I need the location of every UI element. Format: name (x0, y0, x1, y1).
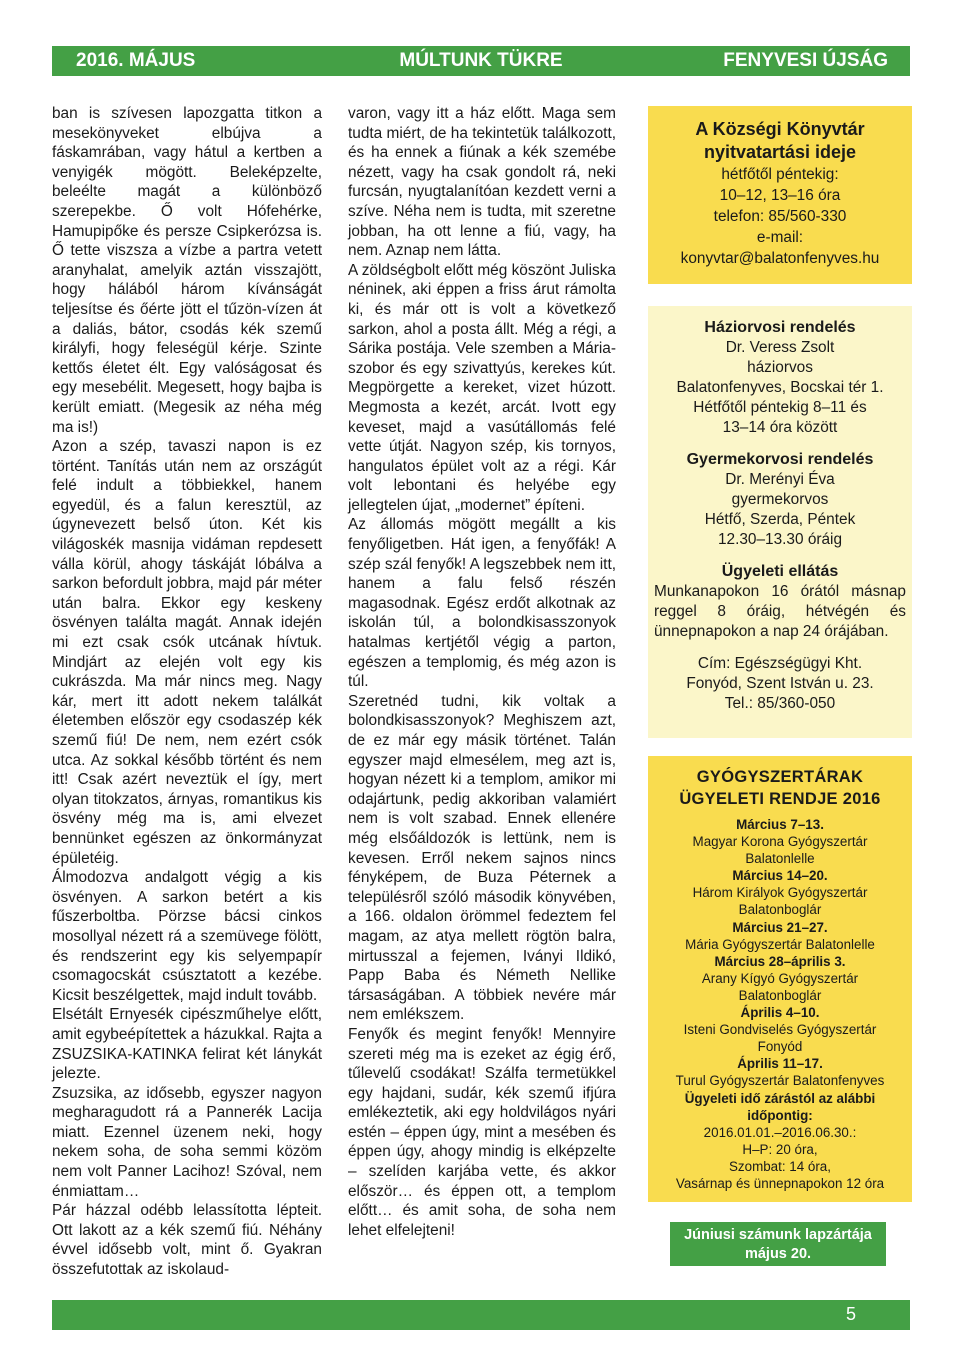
pharmacy-date: Március 21–27. (732, 919, 828, 935)
library-line: hétfőtől péntekig: (721, 166, 839, 183)
pharmacy-name: Arany Kígyó Gyógyszertár (701, 970, 859, 986)
pharmacy-title: GYÓGYSZERTÁRAK (696, 768, 864, 786)
section-title: MÚLTUNK TÜKRE (399, 50, 563, 71)
article-column-1 (52, 104, 322, 1280)
pharmacy-town: Fonyód (757, 1039, 803, 1055)
closing-line: Vasárnap és ünnepnapokon 12 óra (675, 1175, 885, 1191)
pharmacy-date: Március 28–április 3. (714, 953, 846, 969)
gp-line: 13–14 óra között (722, 419, 838, 436)
medical-services-box (648, 306, 912, 738)
page-footer (52, 1300, 910, 1330)
pediatric-line: Dr. Merényi Éva (725, 471, 835, 488)
paragraph: Zsuzsika, az idősebb, egyszer nagyon megharagudott rá a Pannerék Lacija miatt. Ezennel üzenem neki, hogy nekem soha, de soha semmi közöm nem volt Panner Lacihoz! Szóval, nem énmiattam… (52, 1084, 322, 1200)
paragraph: varon, vagy itt a ház előtt. Maga sem tudta miért, de ha tekintetük találkozott, és ha ennek a fiúnak a kék szemébe nézett, vagy ha csak gondolt rá, neki furcsán, nyugtalanítóan kezdett verni a szíve. Néha nem is tudta, mit szeretne jobban, ha ott lenne a fiú, vagy, ha nem. Aznap nem látta. (348, 105, 616, 260)
pharmacy-date: Március 14–20. (732, 868, 828, 884)
pharmacy-town: Balatonlelle (745, 851, 815, 867)
pediatric-title: Gyermekorvosi rendelés (686, 451, 874, 468)
pediatric-line: 12.30–13.30 óráig (717, 531, 843, 548)
pharmacy-name: Három Királyok Gyógyszertár (692, 885, 868, 901)
paragraph: Fenyők és megint fenyők! Mennyire szereti még ma is ezeket az égig érő, tűlevelű csodákat! Szálfa termetükkel egy hajdani, sudár, kék szemű ifjúra emlékeztetik, aki egy holdvilágos nyári estén – éppen úgy, mint a mesében és éppen úgy, ahogy mindig is elképzelte – szelíden karjába vette, és akkor először… és éppen ott, a templom előtt… és amit soha, de soha nem lehet elfelejteni! (348, 1025, 616, 1239)
pediatric-line: gyermekorvos (731, 491, 829, 508)
address-line: Cím: Egészségügyi Kht. (697, 655, 863, 672)
duty-title: Ügyeleti ellátás (721, 563, 839, 580)
deadline-line: Júniusi számunk lapzártája (684, 1227, 872, 1243)
closing-title: Ügyeleti idő zárástól az alábbi időpontig: (684, 1090, 876, 1123)
pharmacy-name: Magyar Korona Gyógyszertár (692, 834, 868, 850)
pharmacy-name: Mária Gyógyszertár Balatonlelle (685, 936, 875, 952)
gp-line: Balatonfenyves, Bocskai tér 1. (676, 379, 884, 396)
gp-line: Dr. Veress Zsolt (725, 339, 835, 356)
library-line: e-mail: (756, 229, 804, 246)
deadline-date: május 20. (744, 1246, 812, 1262)
closing-line: 2016.01.01.–2016.06.30.: (703, 1124, 857, 1140)
address-line: Tel.: 85/360-050 (724, 695, 836, 712)
library-title: A Községi Könyvtár (695, 119, 865, 139)
paragraph: Szeretnéd tudni, kik voltak a bolondkisasszonyok? Meghiszem azt, de ez már egy másik történet. Talán egyszer majd elmesélem, meg azt is, hogyan nézett ki a templom, amikor mi odajártunk, pedig akkoriban valamiért nem is volt szabad. Ennek ellenére még elsőáldozók is lettünk, nem is kevesen. Erről nekem sajnos nincs fényképem, de Buza Péternek a településről szóló második könyvében, a 166. oldalon örömmel fedeztem fel magam, az atya mellett rögtön balra, mirtusszal a fejemen, Iványi Ildikó, Papp Baba és Németh Nellike társaságában. A többiek nevére már nem emlékszem. (348, 692, 616, 1024)
paragraph: Az állomás mögött megállt a kis fenyőligetben. Hát igen, a fenyőfák! A szép szál fenyők! A legszebbek nem itt, hanem a falu felső részén magasodnak. Egész erdőt alkotnak az iskolán túl, a bolondkisasszonyok hatalmas kertjétől végig a parton, egészen a templomig, és még azon is túl. (348, 516, 616, 691)
publication-name: FENYVESI ÚJSÁG (723, 50, 888, 71)
paragraph: Pár házzal odébb lelassította lépteit. Ott lakott az a kék szemű fiú. Néhány évvel idősebb volt, mint ő. Gyakran összefutottak az iskolaud- (52, 1202, 322, 1279)
gp-line: Hétfőtől péntekig 8–11 és (693, 399, 867, 416)
library-phone: telefon: 85/560-330 (713, 208, 847, 225)
pharmacy-subtitle: ÜGYELETI RENDJE 2016 (679, 790, 881, 808)
deadline-box (670, 1222, 886, 1266)
paragraph: A zöldségbolt előtt még köszönt Juliska néninek, aki éppen a friss árut rámolta ki, és már ott is volt a következő sarkon, ahol a posta állt. Még a régi, a Sárika postája. Vele szemben a Mária-szobor és egy szivattyús, kerekes kút. Megpörgette a kereket, vizet húzott. Megmosta a kezét, arcát. Ivott egy keveset, majd a vasútállomás felé vette útját. Nagyon szép, kis tornyos, hangulatos épület volt az a régi. Kár volt lebontani és helyébe egy jellegtelen újat, „modernet” építeni. (348, 261, 616, 514)
paragraph: Elsétált Ernyesék cipészműhelye előtt, amit egybeépítettek a házukkal. Rajta a ZSUZSIKA-KATINKA felirat két lánykát jelezte. (52, 1006, 322, 1083)
closing-line: H–P: 20 óra, (742, 1141, 818, 1157)
library-subtitle: nyitvatartási ideje (703, 142, 857, 162)
pediatric-line: Hétfő, Szerda, Péntek (704, 511, 856, 528)
library-hours-box (648, 106, 912, 284)
library-line: 10–12, 13–16 óra (719, 187, 841, 204)
closing-line: Szombat: 14 óra, (729, 1158, 831, 1174)
pharmacy-name: Turul Gyógyszertár Balatonfenyves (675, 1073, 885, 1089)
address-line: Fonyód, Szent István u. 23. (686, 675, 874, 692)
pharmacy-date: Április 11–17. (737, 1056, 823, 1072)
pharmacy-date: Március 7–13. (736, 817, 824, 832)
page-number: 5 (845, 1304, 856, 1324)
pharmacy-town: Balatonboglár (738, 902, 822, 918)
gp-line: háziorvos (747, 359, 813, 376)
paragraph: Azon a szép, tavaszi napon is ez történt. Tanítás után nem az országút felé indult a többiekkel, hanem egyedül, és a falun keresztül, az úgynevezett belső úton. Két kis világoskék masnija vidáman repdesett válla körül, ahogy táskáját lóbálva a sarkon befordult jobbra, majd pár méter után balra. Ekkor egy keskeny ösvényen találta magát. Annak idején mi ezt csak csók utcának hívtuk. Mindjárt az elején volt egy kis cukrászda. Ma már nincs meg. Nagy kár, mert itt adott nekem találkát életemben először egy csodaszép kék szemű fiú! De nem, nem ezért csók utca. Az sokkal később történt és nem itt! Csak azért neveztük el így, mert olyan titokzatos, árnyas, romantikus kis ösvény még ma is, ami elvezet bennünket egészen az önkormányzat épületéig. (52, 438, 322, 867)
pharmacy-town: Balatonboglár (738, 987, 822, 1003)
library-email: konyvtar@balatonfenyves.hu (680, 250, 880, 267)
duty-text: Munkanapokon 16 órától másnap reggel 8 óráig, hétvégén és ünnepnapokon a nap 24 órájában. (654, 583, 906, 640)
issue-date: 2016. MÁJUS (76, 50, 196, 71)
article-column-2 (348, 104, 616, 1240)
pharmacy-name: Isteni Gondviselés Gyógyszertár (683, 1022, 877, 1038)
gp-title: Háziorvosi rendelés (704, 319, 856, 336)
pharmacy-date: Április 4–10. (740, 1005, 820, 1021)
paragraph: Álmodozva andalgott végig a kis ösvényen. A sarkon betért a kis fűszerboltba. Pörzse bácsi cinkos mosollyal nézett rá a szemüvege fölött, és rendszerint egy kis selyempapír csomagocskát csúsztatott a kezébe. Kicsit beszélgettek, majd indult tovább. (52, 869, 322, 1004)
paragraph: ban is szívesen lapozgatta titkon a mesekönyveket elbújva a fáskamrában, vagy hátul a kertben a venyigék mögött. Beleképzelte, beleélte magát a különböző szerepekbe. Ő volt Hófehérke, Hamupipőke és persze Csipkerózsa is. Ő tette viszsza a vízbe a partra vetett aranyhalat, amelyik aztán visszajött, hogy hálából három kívánságát teljesítse és őérte jött el tűzön-vízen át a daliás, bátor, csodás kék szemű királyfi, hogy feleségül kérje. Szinte kettős életet élt. Egy valóságosat és egy mesebélit. Megesett, hogy bajba is került emiatt. (Megesik az néha még ma is!) (52, 105, 322, 436)
page-header (52, 46, 910, 76)
pharmacy-schedule-box (648, 756, 912, 1202)
